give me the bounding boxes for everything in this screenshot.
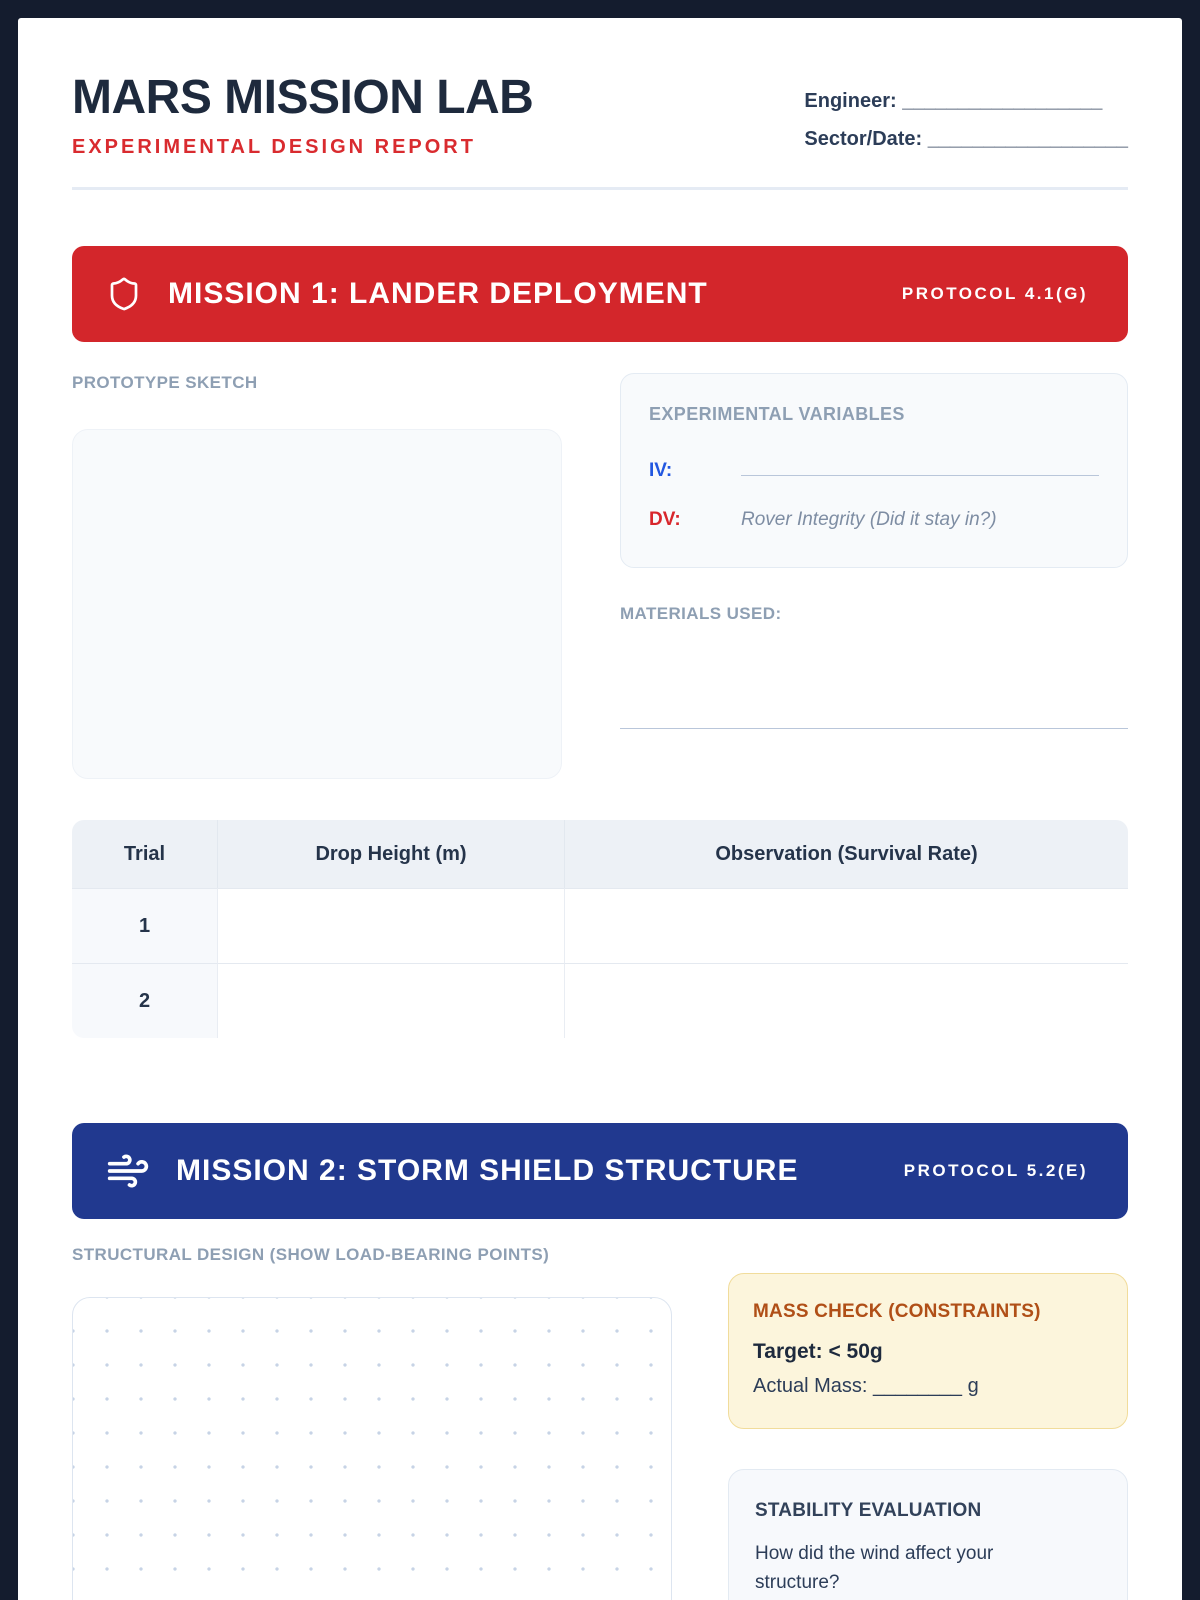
mission1-body — [72, 373, 1128, 779]
header — [72, 71, 1128, 159]
trials-header-trial: Trial — [72, 820, 218, 888]
trial-1-drop-height-cell[interactable] — [218, 888, 565, 963]
iv-blank-line[interactable] — [741, 452, 1099, 476]
mission2-banner — [72, 1123, 1128, 1219]
trial-1-number: 1 — [72, 888, 218, 963]
wind-icon — [106, 1149, 150, 1193]
sector-date-line[interactable] — [804, 120, 1128, 158]
experimental-variables-box — [620, 373, 1128, 568]
table-row — [72, 963, 1128, 1038]
page-subtitle: EXPERIMENTAL DESIGN REPORT — [72, 136, 476, 158]
trials-table — [72, 820, 1128, 1038]
mass-check-heading: MASS CHECK (CONSTRAINTS) — [753, 1301, 1041, 1322]
dv-row — [649, 509, 1099, 531]
mission1-title: MISSION 1: LANDER DEPLOYMENT — [168, 277, 708, 310]
mass-check-box — [728, 1273, 1128, 1429]
prototype-sketch-label: PROTOTYPE SKETCH — [72, 373, 258, 392]
actual-mass-label: Actual Mass: — [753, 1375, 868, 1397]
actual-mass-blank[interactable]: ________ — [873, 1375, 963, 1397]
table-row — [72, 888, 1128, 963]
mission1-right-column — [620, 373, 1128, 779]
mission2-right-column — [728, 1245, 1128, 1600]
mass-target: Target: < 50g — [753, 1340, 883, 1363]
engineer-blank[interactable]: __________________ — [902, 90, 1103, 112]
iv-row — [649, 452, 1099, 482]
sector-date-blank[interactable]: __________________ — [927, 128, 1128, 150]
dv-value: Rover Integrity (Did it stay in?) — [741, 509, 997, 530]
prototype-sketch-area[interactable] — [72, 429, 562, 779]
engineer-label: Engineer: — [804, 90, 897, 112]
actual-mass-unit: g — [967, 1375, 979, 1397]
trial-2-number: 2 — [72, 963, 218, 1038]
actual-mass-line — [753, 1375, 1103, 1398]
engineer-line[interactable] — [804, 82, 1128, 120]
structural-design-label: STRUCTURAL DESIGN (SHOW LOAD-BEARING POINTS) — [72, 1245, 550, 1264]
worksheet-page — [18, 18, 1182, 1600]
trials-header-drop-height: Drop Height (m) — [218, 820, 565, 888]
header-divider — [72, 187, 1128, 190]
materials-used-label: MATERIALS USED: — [620, 604, 782, 623]
materials-blank-line[interactable] — [620, 728, 1128, 729]
stability-evaluation-box — [728, 1469, 1128, 1600]
mission2-title: MISSION 2: STORM SHIELD STRUCTURE — [176, 1154, 799, 1187]
mission2-left-column — [72, 1245, 672, 1600]
mission1-banner — [72, 246, 1128, 342]
structural-design-grid-area[interactable] — [72, 1297, 672, 1600]
header-meta — [804, 82, 1128, 158]
experimental-variables-heading: EXPERIMENTAL VARIABLES — [649, 404, 905, 424]
trial-2-drop-height-cell[interactable] — [218, 963, 565, 1038]
stability-question: How did the wind affect your structure? — [755, 1543, 994, 1593]
mission1-protocol: PROTOCOL 4.1(G) — [901, 284, 1088, 303]
trials-header-observation: Observation (Survival Rate) — [565, 820, 1128, 888]
header-titles — [72, 71, 534, 159]
stability-evaluation-heading: STABILITY EVALUATION — [755, 1500, 982, 1521]
iv-label: IV: — [649, 460, 673, 481]
trials-table-header-row — [72, 820, 1128, 888]
mission2-protocol: PROTOCOL 5.2(E) — [903, 1161, 1088, 1180]
sector-date-label: Sector/Date: — [804, 128, 923, 150]
shield-icon — [106, 273, 142, 315]
page-title: MARS MISSION LAB — [72, 71, 534, 124]
trial-1-observation-cell[interactable] — [565, 888, 1128, 963]
mission1-left-column — [72, 373, 562, 779]
mission2-body — [72, 1245, 1128, 1600]
trial-2-observation-cell[interactable] — [565, 963, 1128, 1038]
dv-label: DV: — [649, 509, 681, 530]
